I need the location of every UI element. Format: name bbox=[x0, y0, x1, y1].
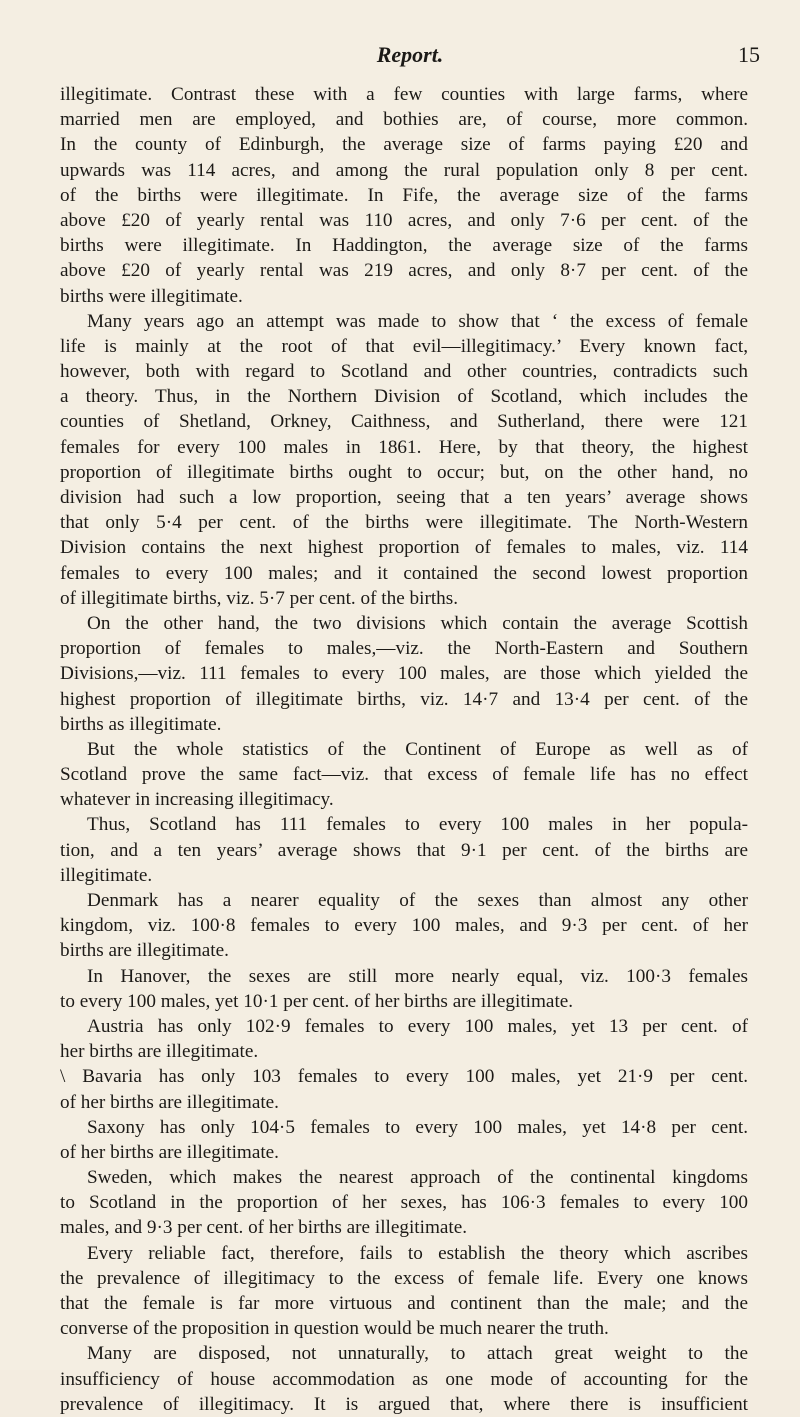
text-line: to Scotland in the proportion of her sexes, has 106·3 females to every 100 bbox=[60, 1192, 748, 1214]
text-line: illegitimate. Contrast these with a few counties with large farms, where bbox=[60, 84, 748, 105]
text-line: Sweden, which makes the nearest approach of the continental kingdoms bbox=[87, 1167, 748, 1189]
text-line: Many years ago an attempt was made to show that ‘ the excess of female bbox=[87, 310, 748, 332]
text-line: of her births are illegitimate. bbox=[60, 1141, 279, 1163]
text-line: whatever in increasing illegitimacy. bbox=[60, 789, 334, 811]
text-line: Denmark has a nearer equality of the sexes than almost any other bbox=[87, 890, 748, 911]
text-line: males, and 9·3 per cent. of her births are illegitimate. bbox=[60, 1217, 468, 1239]
text-line: however, both with regard to Scotland and other countries, contradicts such bbox=[60, 361, 748, 383]
text-line: births are illegitimate. bbox=[60, 940, 229, 962]
text-line: the prevalence of illegitimacy to the excess of female life. Every one knows bbox=[60, 1267, 748, 1289]
text-line: females to every 100 males; and it contained the second lowest proportion bbox=[60, 562, 748, 584]
text-line: of illegitimate births, viz. 5·7 per cent. of the births. bbox=[60, 587, 459, 609]
text-line: above £20 of yearly rental was 219 acres, and only 8·7 per cent. of the bbox=[60, 260, 748, 282]
text-line: births as illegitimate. bbox=[60, 713, 222, 735]
text-line: married men are employed, and bothies are, of course, more common. bbox=[60, 109, 748, 131]
text-line: births were illegitimate. bbox=[60, 285, 243, 307]
text-line: Scotland prove the same fact—viz. that excess of female life has no effect bbox=[60, 764, 748, 786]
text-line: to every 100 males, yet 10·1 per cent. of her births are illegitimate. bbox=[60, 990, 574, 1012]
text-line: Saxony has only 104·5 females to every 100 males, yet 14·8 per cent. bbox=[87, 1116, 748, 1138]
text-line: prevalence of illegitimacy. It is argued that, where there is insufficient bbox=[60, 1393, 748, 1415]
text-line: In Hanover, the sexes are still more nearly equal, viz. 100·3 females bbox=[87, 965, 748, 987]
text-line: of her births are illegitimate. bbox=[60, 1091, 279, 1113]
text-line: Austria has only 102·9 females to every 100 males, yet 13 per cent. of bbox=[87, 1015, 748, 1037]
text-line: On the other hand, the two divisions which contain the average Scottish bbox=[87, 612, 748, 634]
text-line: Every reliable fact, therefore, fails to establish the theory which ascribes bbox=[87, 1242, 748, 1264]
text-line: Thus, Scotland has 111 females to every 100 males in her popula- bbox=[87, 814, 748, 836]
text-line: converse of the proposition in question would be much nearer the truth. bbox=[60, 1318, 609, 1340]
text-line: counties of Shetland, Orkney, Caithness, and Sutherland, there were 121 bbox=[60, 411, 748, 433]
text-line: division had such a low proportion, seeing that a ten years’ average shows bbox=[60, 487, 748, 508]
body-text bbox=[60, 82, 748, 1417]
text-line: In the county of Edinburgh, the average size of farms paying £20 and bbox=[60, 134, 748, 156]
text-line: But the whole statistics of the Continent of Europe as well as of bbox=[87, 738, 748, 760]
text-line: Many are disposed, not unnaturally, to attach great weight to the bbox=[87, 1343, 748, 1365]
page-number: 15 bbox=[738, 42, 760, 67]
text-line: births were illegitimate. In Haddington, the average size of the farms bbox=[60, 235, 748, 257]
text-line: of the births were illegitimate. In Fife, the average size of the farms bbox=[60, 184, 748, 206]
text-line: Division contains the next highest proportion of females to males, viz. 114 bbox=[60, 537, 748, 559]
text-line: proportion of illegitimate births ought to occur; but, on the other hand, no bbox=[60, 461, 748, 483]
text-line: proportion of females to males,—viz. the North-Eastern and Southern bbox=[60, 638, 748, 660]
text-line: a theory. Thus, in the Northern Division of Scotland, which includes the bbox=[60, 386, 748, 408]
text-line: above £20 of yearly rental was 110 acres, and only 7·6 per cent. of the bbox=[60, 209, 748, 231]
text-line: that only 5·4 per cent. of the births were illegitimate. The North-Western bbox=[60, 512, 748, 534]
running-head bbox=[60, 42, 760, 72]
text-line: illegitimate. bbox=[60, 864, 153, 886]
text-line: highest proportion of illegitimate births, viz. 14·7 and 13·4 per cent. of the bbox=[60, 688, 748, 710]
text-line: tion, and a ten years’ average shows that 9·1 per cent. of the births are bbox=[60, 839, 748, 861]
text-line: her births are illegitimate. bbox=[60, 1041, 259, 1063]
running-title: Report. bbox=[376, 42, 444, 67]
text-line: females for every 100 males in 1861. Here, by that theory, the highest bbox=[60, 436, 748, 458]
text-line: upwards was 114 acres, and among the rural population only 8 per cent. bbox=[60, 159, 748, 181]
text-line: that the female is far more virtuous and continent than the male; and the bbox=[60, 1293, 748, 1314]
text-line: kingdom, viz. 100·8 females to every 100 males, and 9·3 per cent. of her bbox=[60, 915, 748, 937]
text-line: Divisions,—viz. 111 females to every 100 males, are those which yielded the bbox=[60, 663, 748, 685]
text-line: insufficiency of house accommodation as one mode of accounting for the bbox=[60, 1368, 748, 1390]
text-line: \ Bavaria has only 103 females to every 100 males, yet 21·9 per cent. bbox=[60, 1066, 748, 1088]
text-line: life is mainly at the root of that evil—illegitimacy.’ Every known fact, bbox=[60, 335, 748, 357]
